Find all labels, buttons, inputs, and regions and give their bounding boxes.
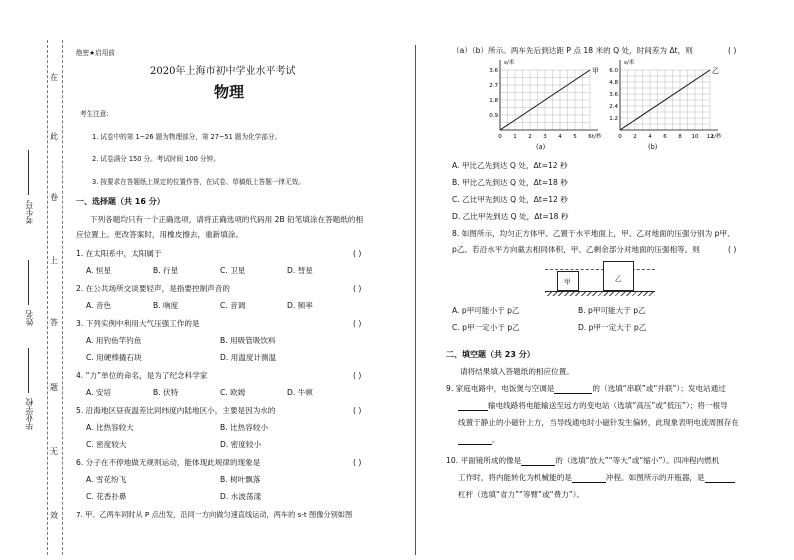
option[interactable]: B. 伏特 bbox=[153, 388, 179, 397]
option[interactable]: C. 密度较大 bbox=[86, 440, 127, 449]
series-name: 甲 bbox=[592, 67, 599, 75]
x-tick-label: 5 bbox=[573, 134, 577, 140]
option[interactable]: D. 水波荡漾 bbox=[220, 492, 262, 501]
question-stem: 3. 下列实例中利用大气压强工作的是 bbox=[76, 319, 200, 328]
option[interactable]: B. 用吸管吸饮料 bbox=[220, 336, 276, 345]
fill-text: 杠杆（选填“省力”“等臂”或“费力”）。 bbox=[458, 490, 585, 499]
answer-blank[interactable] bbox=[458, 402, 488, 411]
option[interactable]: B. p甲可能大于 p乙 bbox=[578, 306, 646, 315]
x-tick-label: 6 bbox=[588, 134, 592, 140]
fill-text: 输电线路将电能输送至远方的变电站（选填“高压”或“低压”）；将一根导 bbox=[488, 401, 728, 410]
x-tick-label: 2 bbox=[528, 134, 532, 140]
fill-text: 冲程。如图所示的开瓶器，是 bbox=[605, 473, 705, 482]
binding-char: 在 bbox=[50, 73, 58, 82]
column-divider bbox=[415, 45, 416, 555]
x-tick-label: 2 bbox=[633, 134, 637, 140]
cube-figure bbox=[545, 259, 655, 297]
option[interactable]: B. 树叶飘落 bbox=[220, 475, 261, 484]
student-id-label: 考生号 bbox=[25, 200, 34, 224]
x-tick-label: 3 bbox=[543, 134, 547, 140]
y-tick-label: 4.8 bbox=[609, 80, 618, 86]
option[interactable]: C. 欧姆 bbox=[220, 388, 246, 397]
option[interactable]: C. p甲一定小于 p乙 bbox=[452, 323, 520, 332]
option[interactable]: D. 彗星 bbox=[287, 266, 313, 275]
answer-bracket[interactable]: ( ) bbox=[353, 249, 362, 258]
fill-question bbox=[458, 401, 728, 411]
notice-item: 3. 按要求在答题纸上规定的位置作答，在试卷、草稿纸上答题一律无效。 bbox=[92, 178, 305, 186]
fill-text: 9. 家庭电路中，电饭煲与空调是 bbox=[446, 384, 555, 393]
x-tick-label: 1 bbox=[513, 134, 517, 140]
option[interactable]: B. 比热容较小 bbox=[220, 423, 269, 432]
cut-line bbox=[545, 269, 655, 270]
ground-hatch bbox=[545, 292, 655, 296]
option[interactable]: D. 频率 bbox=[287, 301, 313, 310]
answer-blank[interactable] bbox=[554, 385, 592, 394]
option[interactable]: A. 音色 bbox=[86, 301, 112, 310]
question-stem: 5. 沿海地区昼夜温差比同纬度内陆地区小，主要是因为水的 bbox=[76, 406, 276, 415]
fill-question bbox=[446, 456, 719, 466]
option[interactable]: D. p甲一定大于 p乙 bbox=[578, 323, 647, 332]
y-tick-label: 3.6 bbox=[609, 92, 618, 98]
x-axis-label: t/秒 bbox=[712, 134, 722, 140]
section-title: 二、填空题（共 23 分） bbox=[446, 350, 535, 359]
answer-bracket[interactable]: ( ) bbox=[353, 319, 362, 328]
binding-char: 此 bbox=[50, 132, 58, 141]
y-tick-label: 1.8 bbox=[489, 98, 498, 104]
option[interactable]: C. 花香扑鼻 bbox=[86, 492, 127, 501]
secret-label: 绝密★启用前 bbox=[76, 49, 115, 57]
name-label: 姓名 bbox=[25, 310, 34, 326]
question-stem: 6. 分子在不停地做无规则运动，能体现此规律的现象是 bbox=[76, 458, 261, 467]
notice-item: 1. 试卷中的第 1~26 题为物理部分，第 27~51 题为化学部分。 bbox=[92, 133, 282, 141]
name-field[interactable] bbox=[28, 260, 29, 305]
x-tick-label: 0 bbox=[498, 134, 502, 140]
fill-text: 10. 平面镜所成的像是 bbox=[446, 456, 522, 465]
question-stem: 4. “力”单位的命名，是为了纪念科学家 bbox=[76, 371, 208, 380]
x-tick-label: 0 bbox=[618, 134, 622, 140]
option[interactable]: D. 用温度计测温 bbox=[220, 353, 277, 362]
answer-blank[interactable] bbox=[458, 436, 492, 445]
option[interactable]: C. 卫星 bbox=[220, 266, 246, 275]
x-tick-label: 8 bbox=[678, 134, 682, 140]
graph-caption: (a) bbox=[536, 143, 546, 151]
fill-question bbox=[458, 490, 584, 500]
answer-bracket[interactable]: ( ) bbox=[353, 284, 362, 293]
option[interactable]: A. 安培 bbox=[86, 388, 112, 397]
question-stem-cont: p乙。若沿水平方向截去相同体积，甲、乙剩余部分对地面的压强相等。则 bbox=[452, 245, 700, 254]
option[interactable]: D. 乙比甲先到达 Q 处，Δt=18 秒 bbox=[452, 212, 569, 221]
st-graph-b bbox=[598, 58, 730, 154]
option[interactable]: D. 密度较小 bbox=[220, 440, 262, 449]
option[interactable]: A. 甲比乙先到达 Q 处，Δt=12 秒 bbox=[452, 161, 568, 170]
section-instruction: 请将结果填入答题纸的相应位置。 bbox=[460, 367, 574, 376]
y-tick-label: 2.4 bbox=[609, 104, 618, 110]
question-stem-cont: （a）（b）所示。两车先后到达距 P 点 18 米的 Q 处，时间差为 Δt，则 bbox=[452, 46, 693, 55]
school-label: 毕业学校 bbox=[25, 398, 34, 430]
binding-char: 上 bbox=[50, 256, 58, 265]
x-tick-label: 12 bbox=[706, 134, 714, 140]
answer-bracket[interactable]: ( ) bbox=[728, 245, 737, 254]
section-instruction: 下列各题均只有一个正确选项，请将正确选项的代码用 2B 铅笔填涂在答题纸的相 bbox=[90, 215, 364, 224]
option[interactable]: B. 行星 bbox=[153, 266, 179, 275]
st-graph-a bbox=[478, 58, 610, 154]
option[interactable]: B. 甲比乙先到达 Q 处，Δt=18 秒 bbox=[452, 178, 568, 187]
x-tick-label: 6 bbox=[663, 134, 667, 140]
option[interactable]: A. 用钓鱼竿钓鱼 bbox=[86, 336, 142, 345]
y-tick-label: 1.2 bbox=[609, 116, 618, 122]
cube-yi-label: 乙 bbox=[615, 275, 622, 283]
fill-text: 工作时，将内能转化为机械能的是 bbox=[458, 473, 572, 482]
fill-text: 的（选填“放大”“等大”或“缩小”）。四冲程内燃机 bbox=[555, 456, 720, 465]
question-stem: 1. 在太阳系中，太阳属于 bbox=[76, 249, 162, 258]
school-field[interactable] bbox=[28, 348, 29, 393]
graph-caption: (b) bbox=[648, 143, 658, 151]
option[interactable]: D. 牛顿 bbox=[287, 388, 313, 397]
answer-bracket[interactable]: ( ) bbox=[353, 371, 362, 380]
option[interactable]: A. p甲可能小于 p乙 bbox=[452, 306, 520, 315]
option[interactable]: A. 雪花纷飞 bbox=[86, 475, 127, 484]
x-axis-label: t/秒 bbox=[592, 134, 602, 140]
binding-char: 效 bbox=[50, 511, 58, 520]
question-stem: 2. 在公共场所交谈要轻声，是指要控制声音的 bbox=[76, 284, 230, 293]
fill-question bbox=[458, 473, 735, 483]
answer-blank[interactable] bbox=[705, 474, 735, 483]
answer-blank[interactable] bbox=[521, 457, 555, 466]
option[interactable]: C. 乙比甲先到达 Q 处，Δt=12 秒 bbox=[452, 195, 568, 204]
answer-blank[interactable] bbox=[572, 474, 606, 483]
answer-bracket[interactable]: ( ) bbox=[353, 406, 362, 415]
x-tick-label: 10 bbox=[691, 134, 699, 140]
series-name: 乙 bbox=[712, 67, 719, 75]
answer-bracket[interactable]: ( ) bbox=[353, 458, 362, 467]
binding-line-outer bbox=[47, 40, 48, 555]
cube-jia-label: 甲 bbox=[564, 278, 571, 286]
section-instruction: 应位置上。更改答案时，用橡皮擦去，重新填涂。 bbox=[76, 230, 244, 239]
y-axis-label: s/米 bbox=[504, 60, 515, 66]
option[interactable]: C. 音调 bbox=[220, 301, 246, 310]
answer-bracket[interactable]: ( ) bbox=[728, 46, 737, 55]
option[interactable]: A. 恒星 bbox=[86, 266, 112, 275]
fill-text: 的（选填“串联”或“并联”）；发电站通过 bbox=[592, 384, 726, 393]
y-tick-label: 2.7 bbox=[489, 83, 498, 89]
notice-heading: 考生注意: bbox=[80, 110, 109, 118]
binding-char: 题 bbox=[50, 383, 58, 392]
option[interactable]: C. 用硬棒撬石块 bbox=[86, 353, 142, 362]
binding-char: 无 bbox=[50, 447, 58, 456]
y-axis-label: s/米 bbox=[624, 60, 635, 66]
fill-text: 线置于静止的小磁针上方，当导线通电时小磁针发生偏转，此现象表明电流周围存在 bbox=[458, 418, 739, 427]
x-tick-label: 4 bbox=[558, 134, 562, 140]
x-tick-label: 4 bbox=[648, 134, 652, 140]
question-stem: 7. 甲、乙两车同时从 P 点出发，沿同一方向做匀速直线运动，两车的 s-t 图像分别如图 bbox=[76, 510, 353, 519]
fill-question bbox=[446, 384, 726, 394]
y-tick-label: 6.0 bbox=[609, 68, 618, 74]
y-tick-label: 3.6 bbox=[489, 68, 498, 74]
binding-char: 卷 bbox=[50, 193, 58, 202]
option[interactable]: A. 比热容较大 bbox=[86, 423, 134, 432]
question-stem: 8. 如图所示，均匀正方体甲、乙置于水平地面上，甲、乙对地面的压强分别为 p甲、 bbox=[452, 229, 735, 238]
fill-question: 。 bbox=[458, 435, 500, 445]
section-title: 一、选择题（共 16 分） bbox=[76, 197, 165, 206]
exam-title: 2020年上海市初中学业水平考试 bbox=[150, 66, 296, 77]
binding-char: 答 bbox=[50, 318, 58, 327]
option[interactable]: B. 响度 bbox=[153, 301, 179, 310]
student-id-field[interactable] bbox=[28, 150, 29, 195]
binding-line-inner bbox=[62, 40, 63, 555]
fill-question bbox=[458, 418, 739, 428]
y-tick-label: 0.9 bbox=[489, 113, 498, 119]
notice-item: 2. 试卷满分 150 分。考试时间 100 分钟。 bbox=[92, 155, 220, 163]
subject-title: 物理 bbox=[214, 83, 245, 101]
